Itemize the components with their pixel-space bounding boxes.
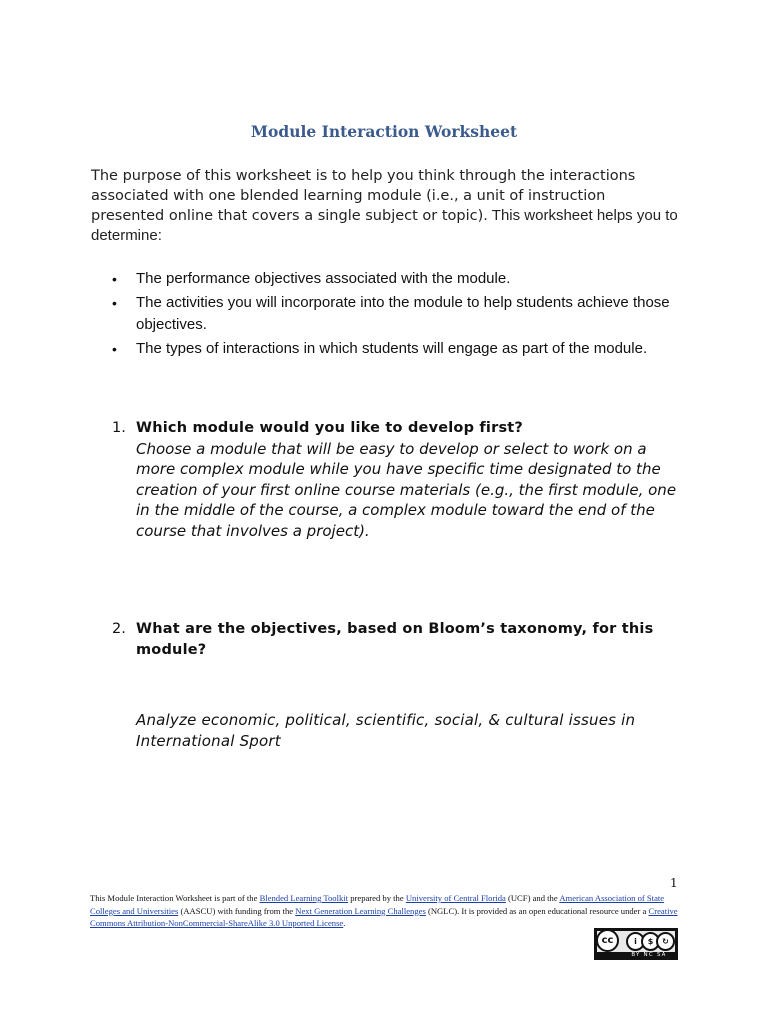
objectives-bullet-list (112, 268, 682, 361)
question-number: 1. (112, 420, 126, 436)
intro-paragraph (91, 166, 681, 246)
question-hint: Choose a module that will be easy to develop or select to work on a more complex module while you have specific time designated to the creation of your first online course materials (e.g., the first module, one in the middle of the course, a complex module toward the end of the course that involves a project). (136, 439, 677, 540)
footer-text: (AASCU) with funding from the (178, 905, 296, 916)
bullet-text: The performance objectives associated with the module. (136, 270, 511, 287)
link-cc-license[interactable]: Creative Commons Attribution-NonCommercial-ShareAlike 3.0 Unported License (90, 905, 678, 928)
question-2 (112, 619, 682, 660)
link-blended-learning-toolkit[interactable]: Blended Learning Toolkit (259, 893, 349, 903)
bullet-icon: • (112, 271, 117, 287)
question-text (136, 418, 682, 439)
footer-text: prepared by the (348, 893, 406, 903)
list-item (112, 292, 682, 337)
page-title: Module Interaction Worksheet (250, 122, 518, 141)
bullet-icon: • (112, 340, 117, 357)
bullet-icon: • (112, 294, 117, 311)
cc-by-icon: i (626, 932, 645, 951)
footer-text: This Module Interaction Worksheet is part of the (90, 893, 260, 903)
cc-badge-label: BY NC SA (631, 952, 667, 958)
intro-text-b: This worksheet helps you to determine: (91, 207, 678, 244)
intro-text-a: The purpose of this worksheet is to help you think through the interactions associated with one blended learning module (i.e., a unit of instruction presented online that covers a single subject or topic). (91, 168, 636, 224)
list-item (112, 268, 682, 291)
footer-text: . (343, 918, 346, 928)
bullet-text: The types of interactions in which students will engage as part of the module. (136, 339, 648, 357)
question-text (136, 619, 682, 660)
cc-sa-icon: ↻ (656, 932, 675, 951)
question-rest: hat are the objectives, based on Bloom’s taxonomy, for this module? (136, 621, 654, 658)
link-nglc[interactable]: Next Generation Learning Challenges (295, 905, 426, 916)
footer-attribution (90, 892, 680, 930)
link-aascu[interactable]: American Association of State Colleges and Universities (90, 893, 665, 916)
question-first-letter: W (136, 621, 153, 637)
question-1 (112, 418, 682, 541)
cc-icon: cc (596, 929, 619, 952)
list-item (112, 338, 682, 361)
question-number: 2. (112, 621, 126, 637)
link-ucf[interactable]: University of Central Florida (405, 893, 506, 903)
page-number: 1 (670, 876, 678, 890)
footer-text: (UCF) and the (505, 893, 560, 903)
question-first-letter: W (136, 420, 153, 436)
cc-nc-icon: $ (641, 932, 660, 951)
cc-license-badge-icon[interactable] (594, 928, 678, 960)
answer-text: Analyze economic, political, scientific, social, & cultural issues in International Sport (136, 711, 636, 750)
question-rest: hich module would you like to develop first? (152, 420, 524, 436)
bullet-text: The activities you will incorporate into the module to help students achieve those objectives. (136, 293, 670, 333)
footer-text: (NGLC). It is provided as an open educational resource under a (425, 905, 649, 916)
